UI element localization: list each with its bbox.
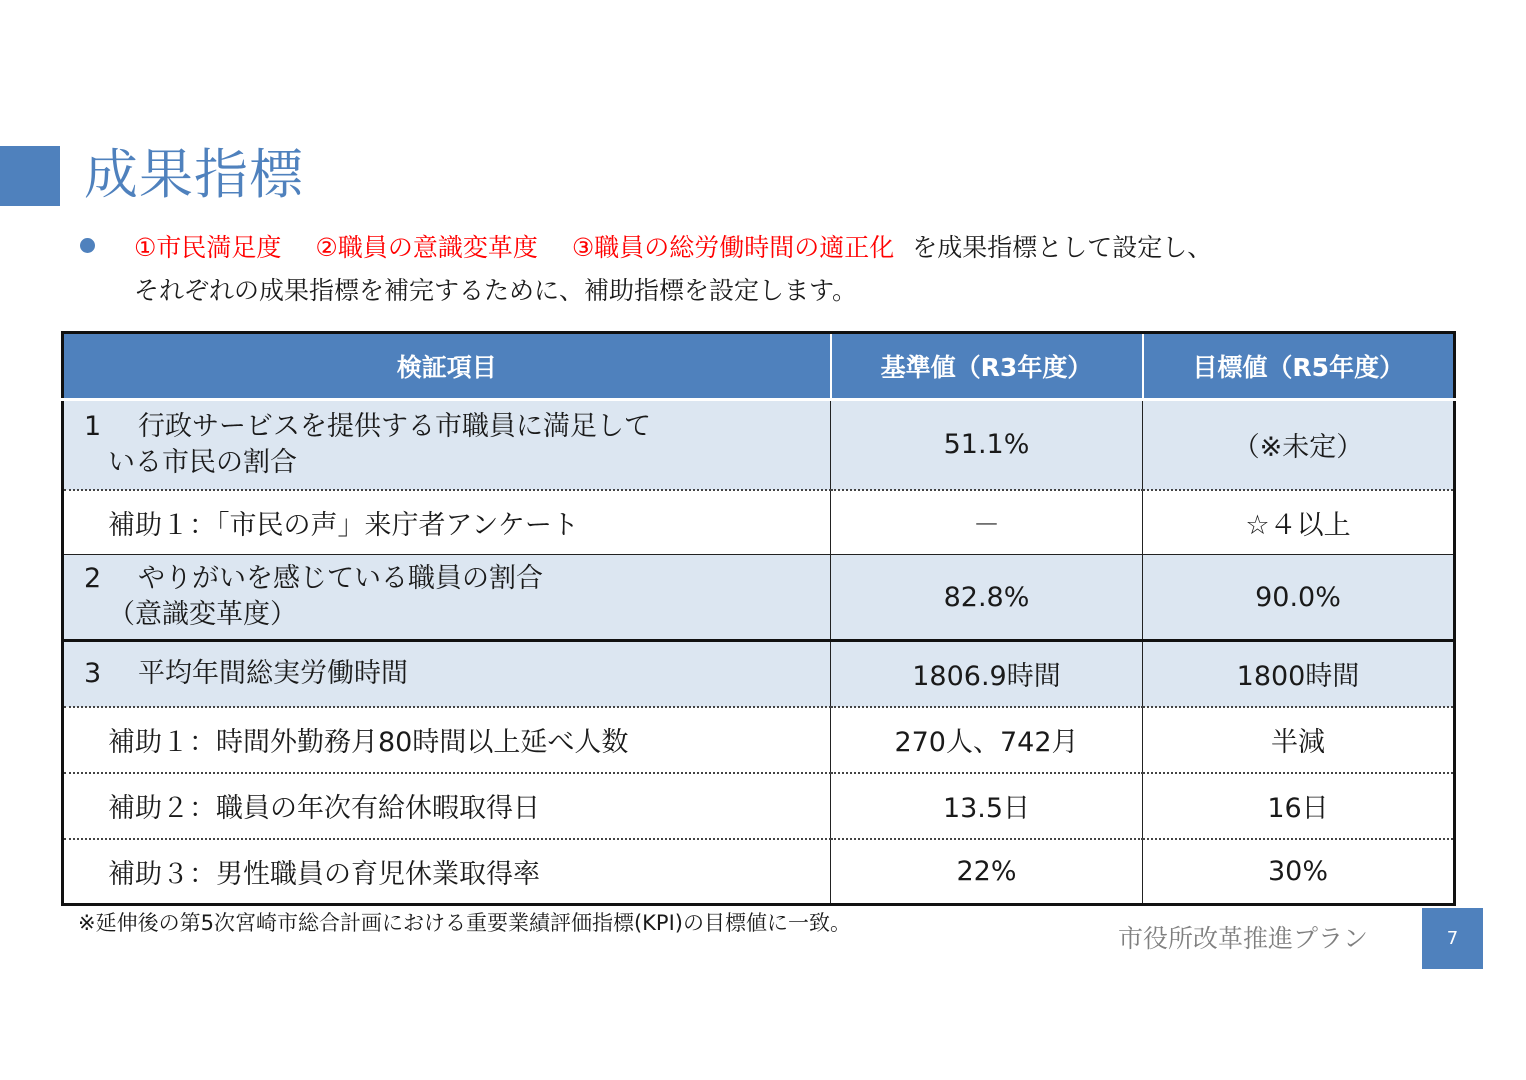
table-row [63,400,1455,490]
row-number: 3 [84,657,102,689]
row-baseline: 51.1% [831,400,1143,490]
row-target: 16日 [1143,773,1455,839]
intro-line-1-rest: を成果指標として設定し、 [912,233,1213,262]
kpi-table [61,331,1456,906]
table-row [63,839,1455,905]
intro-line-1 [134,226,1434,269]
bullet-dot [80,238,95,253]
row-item: 補助２：職員の年次有給休暇取得日 [63,773,831,839]
row-target: 半減 [1143,707,1455,773]
table-row [63,773,1455,839]
row-item: 補助３：男性職員の育児休業取得率 [63,839,831,905]
row-baseline: － [831,490,1143,555]
row-target: 90.0% [1143,555,1455,641]
row-number: 1 [84,410,102,442]
intro-line-2: それぞれの成果指標を補完するために、補助指標を設定します。 [134,276,858,305]
table-row [63,490,1455,555]
row-baseline: 1806.9時間 [831,641,1143,707]
row-target: ☆４以上 [1143,490,1455,555]
table-row [63,641,1455,707]
row-item-text-cont: （意識変革度） [108,599,297,630]
row-target: 1800時間 [1143,641,1455,707]
title-accent-bar [0,146,60,206]
slide-title: 成果指標 [84,143,304,206]
footer-plan-label: 市役所改革推進プラン [1118,924,1369,953]
highlight-working-hours: ③職員の総労働時間の適正化 [571,233,895,262]
footnote: ※延伸後の第5次宮崎市総合計画における重要業績評価指標(KPI)の目標値に一致。 [78,911,851,935]
row-item-text: やりがいを感じている職員の割合 [138,563,543,594]
intro-text [134,226,1434,312]
row-item [63,641,831,707]
table-header-row [63,333,1455,400]
header-target: 目標値（R5年度） [1143,333,1455,400]
row-target: （※未定） [1143,400,1455,490]
header-verification-item: 検証項目 [63,333,831,400]
row-item: 補助１：「市民の声」来庁者アンケート [63,490,831,555]
row-item [63,555,831,641]
row-baseline: 82.8% [831,555,1143,641]
header-baseline: 基準値（R3年度） [831,333,1143,400]
table-row [63,707,1455,773]
highlight-awareness-change: ②職員の意識変革度 [315,233,538,262]
row-target: 30% [1143,839,1455,905]
row-baseline: 13.5日 [831,773,1143,839]
row-item-text-cont: いる市民の割合 [108,446,297,478]
row-item [63,400,831,490]
row-item-text: 平均年間総実労働時間 [138,657,408,689]
row-baseline: 22% [831,839,1143,905]
row-item: 補助１：時間外勤務月80時間以上延べ人数 [63,707,831,773]
row-number: 2 [84,563,102,594]
table-row [63,555,1455,641]
highlight-citizen-satisfaction: ①市民満足度 [134,233,282,262]
row-baseline: 270人、742月 [831,707,1143,773]
row-item-text: 行政サービスを提供する市職員に満足して [138,410,651,442]
page-number: 7 [1422,908,1483,969]
